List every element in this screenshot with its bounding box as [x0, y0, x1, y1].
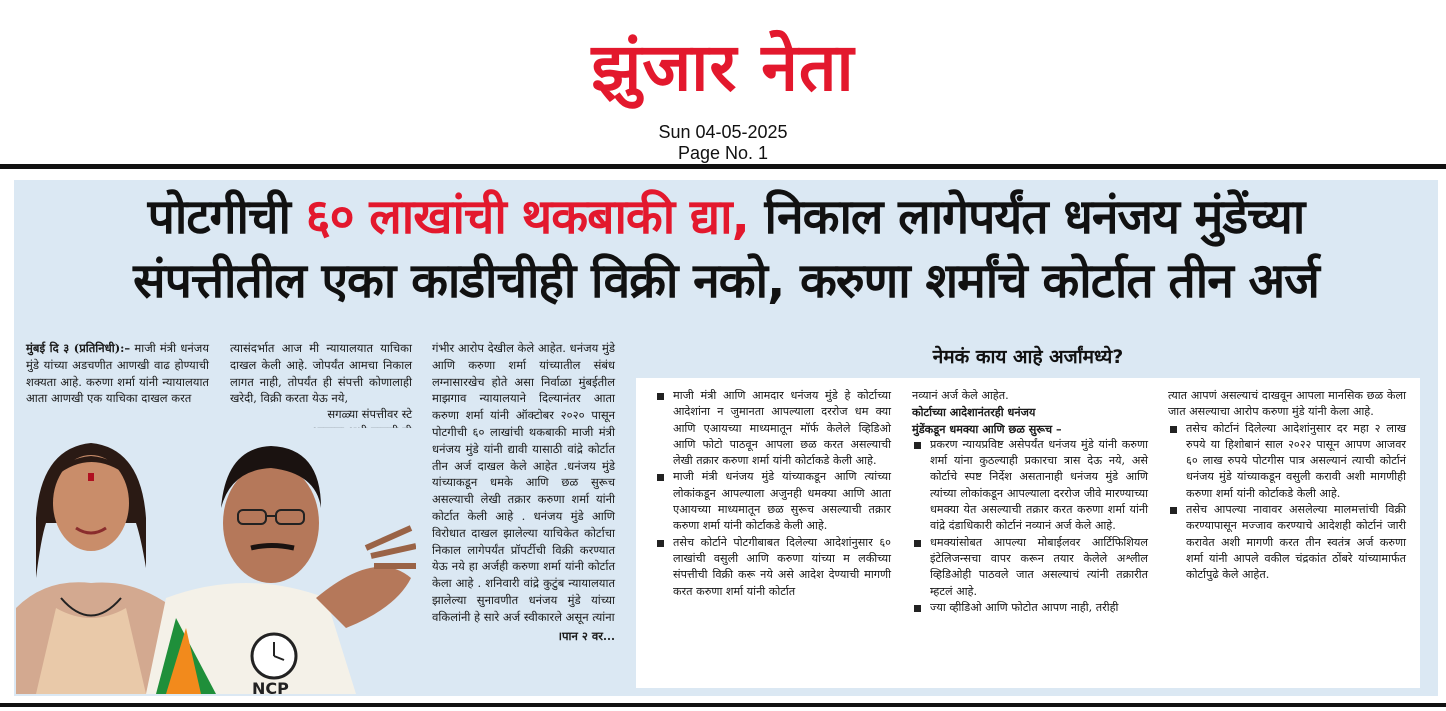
article-column-3	[432, 340, 615, 644]
column-1-text: माजी मंत्री धनंजय मुंडे यांच्या अडचणीत आणखी वाढ होण्याची शक्यता आहे. करुणा शर्मा यांनी न्यायालयात आता आणखी एक याचिका दाखल करत	[26, 341, 209, 406]
edition-date: Sun 04-05-2025	[658, 122, 788, 142]
dateline: मुंबई दि ३ (प्रतिनिधी):–	[26, 341, 131, 355]
headline	[14, 185, 1438, 313]
continued-link[interactable]: ।पान २ वर...	[557, 628, 615, 643]
article-column-1	[26, 340, 209, 407]
headline-part-b: निकाल लागेपर्यंत धनंजय मुंडेंच्या	[748, 189, 1305, 245]
box-bullet: तसेच कोर्टाने पोटगीबाबत दिलेल्या आदेशांनुसार ६० लाखांची वसुली आणि करुणा यांच्या म लकीच्या संपत्तीची विक्री करू नये असे आदेश देण्याची मागणी करत करुणा शर्मा यांनी कोर्टात	[655, 535, 891, 600]
box-subheading: कोर्टाच्या आदेशानंतरही धनंजय	[912, 405, 1036, 420]
box-column-1	[655, 388, 891, 600]
box-bullet: माजी मंत्री धनंजय मुंडे यांच्याकडून आणि त्यांच्या लोकांकडून आपल्याला अजुनही धमक्या आणि आता एआयच्या माध्यमातून छळ सुरूच असल्याची तक्रार करुणा शर्मा यांनी कोर्टाकडे केली आहे.	[655, 469, 891, 534]
article-column-2: त्यासंदर्भात आज मी न्यायालयात याचिका दाखल केली आहे. जोपर्यंत आमचा निकाल लागत नाही, तोपर्यंत ही संपत्ती कोणालाही खरेदी, विक्री करता येऊ नये,	[230, 341, 412, 406]
headline-line-2: संपत्तीतील एका काडीचीही विक्री नको, करुणा शर्मांचे कोर्टात तीन अर्ज	[133, 253, 1319, 309]
box-bullet: तसेच कोर्टानं दिलेल्या आदेशांनुसार दर महा २ लाख रुपये या हिशोबानं साल २०२२ पासून आपण आजवर ६० लाख रुपये पोटगीस पात्र असल्यानं त्याची कोर्टानं धनंजय मुंडे यांच्याकडून वसुली करावी अशी मागणीही करुणा शर्मा यांनी कोर्टाकडे केली आहे.	[1168, 421, 1406, 502]
box-subheading: मुंडेंकडून धमक्या आणि छळ सुरूच –	[912, 421, 1062, 436]
box-text: नव्यानं अर्ज केले आहेत.	[912, 389, 1009, 402]
box-text: त्यात आपणं असल्याचं दाखवून आपला मानसिक छळ केला जात असल्याचा आरोप करुणा मुंडे यांनी केला आहे.	[1168, 389, 1406, 419]
box-bullet: तसेच आपल्या नावावर असलेल्या मालमत्तांची विक्री करण्यापासून मज्जाव करण्याचे आदेशही कोर्टानं जारी करावेत अशी मागणी करत तीन स्वतंत्र अर्ज करुणा शर्मा यांनी आपले वकील चंद्रकांत ठोंबरे यांच्यामार्फत कोर्टापुढे केले आहेत.	[1168, 502, 1406, 583]
bullet-square-icon	[1170, 507, 1177, 514]
bullet-square-icon	[657, 474, 664, 481]
sidebar-box-title: नेमकं काय आहे अर्जांमध्ये?	[932, 346, 1124, 368]
headline-highlight: ६० लाखांची थकबाकी द्या,	[305, 189, 749, 245]
column-3-text: गंभीर आरोप देखील केले आहेत. धनंजय मुंडे आणि करुणा शर्मा यांच्यातील संबंध लग्नासारखेच होते असा निर्वाळा मुंबईतील माझगाव न्यायालयाने दिल्यानंतर आता करुणा शर्मा यांनी ऑक्टोबर २०२० पासून पोटगीची ६० लाखांची थकबाकी माजी मंत्री धनंजय मुंडे यांनी द्यावी यासाठी वांद्रे कोर्टात तीन अर्ज दाखल केले आहेत .धनंजय मुंडे यांच्याकडून धमके आणि छळ सुरूच असल्याची लेखी तक्रार करुणा शर्मा यांनी कोर्टात केली आहे . धनंजय मुंडे आणि विरोधात दाखल झालेल्या याचिकेत कोर्टाचा निकाल लागेपर्यंत प्रॉपर्टीची विक्री करण्यात येऊ नये हा अर्जही करुणा शर्मा यांनी कोर्टात केला आहे . शनिवारी वांद्रे कुटुंब न्यायालयात झालेल्या सुनावणीत धनंजय मुंडे यांच्या वकिलांनी हे सारे अर्ज स्वीकारले असून त्यांना	[432, 341, 615, 624]
bullet-square-icon	[657, 540, 664, 547]
bullet-square-icon	[657, 393, 664, 400]
bullet-square-icon	[1170, 426, 1177, 433]
newspaper-logo: झुंजार नेता	[591, 29, 855, 106]
masthead	[0, 0, 1446, 165]
article-column-2-wrap: सगळ्या संपत्तीवर स्टे	[327, 407, 412, 421]
bottom-divider	[0, 703, 1446, 707]
box-bullet: प्रकरण न्यायप्रविष्ट असेपर्यंत धनंजय मुंडे यांनी करुणा शर्मा यांना कुठल्याही प्रकारचा त्रास देऊ नये, असे कोर्टाचे स्पष्ट निर्देश असतानाही धनंजय मुंडे आणि त्यांच्या लोकांकडून आपल्याला दररोज जीवे मारण्याच्या धमक्या येत असल्याची तक्रार करत करुणा शर्मा यांनी वांद्रे दंडाधिकारी कोर्टानं नव्यानं अर्ज केले आहे.	[912, 437, 1148, 535]
box-bullet: धमक्यांसोबत आपल्या मोबाईलवर आर्टिफिशियल इंटेलिजन्सचा वापर करून तयार केलेले अश्लील व्हिडिओही पाठवले जात असल्याचं त्यांनी तक्रारीत म्हटलं आहे.	[912, 535, 1148, 600]
bullet-square-icon	[914, 540, 921, 547]
box-column-2	[912, 388, 1148, 616]
masthead-divider	[0, 164, 1446, 169]
box-bullet: ज्या व्हीडिओ आणि फोटोत आपण नाही, तरीही	[912, 600, 1148, 616]
news-photo	[16, 428, 416, 694]
headline-line-1	[14, 185, 1438, 249]
box-bullet: माजी मंत्री आणि आमदार धनंजय मुंडे हे कोर्टाच्या आदेशांना न जुमानता आपल्याला दररोज धम क्या आणि एआयच्या माध्यमातून मॉर्फ केलेले व्हिडिओ आणि फोटो पाठवून आपला छळ करत असल्याची लेखी तक्रार करुणा शर्मा यांनी कोर्टाकडे केली आहे.	[655, 388, 891, 469]
headline-part-a: पोटगीची	[147, 189, 306, 245]
page-number: Page No. 1	[677, 143, 769, 163]
bullet-square-icon	[914, 605, 921, 612]
box-column-3	[1168, 388, 1406, 584]
bullet-square-icon	[914, 442, 921, 449]
party-banner-text: NCP	[252, 679, 289, 694]
